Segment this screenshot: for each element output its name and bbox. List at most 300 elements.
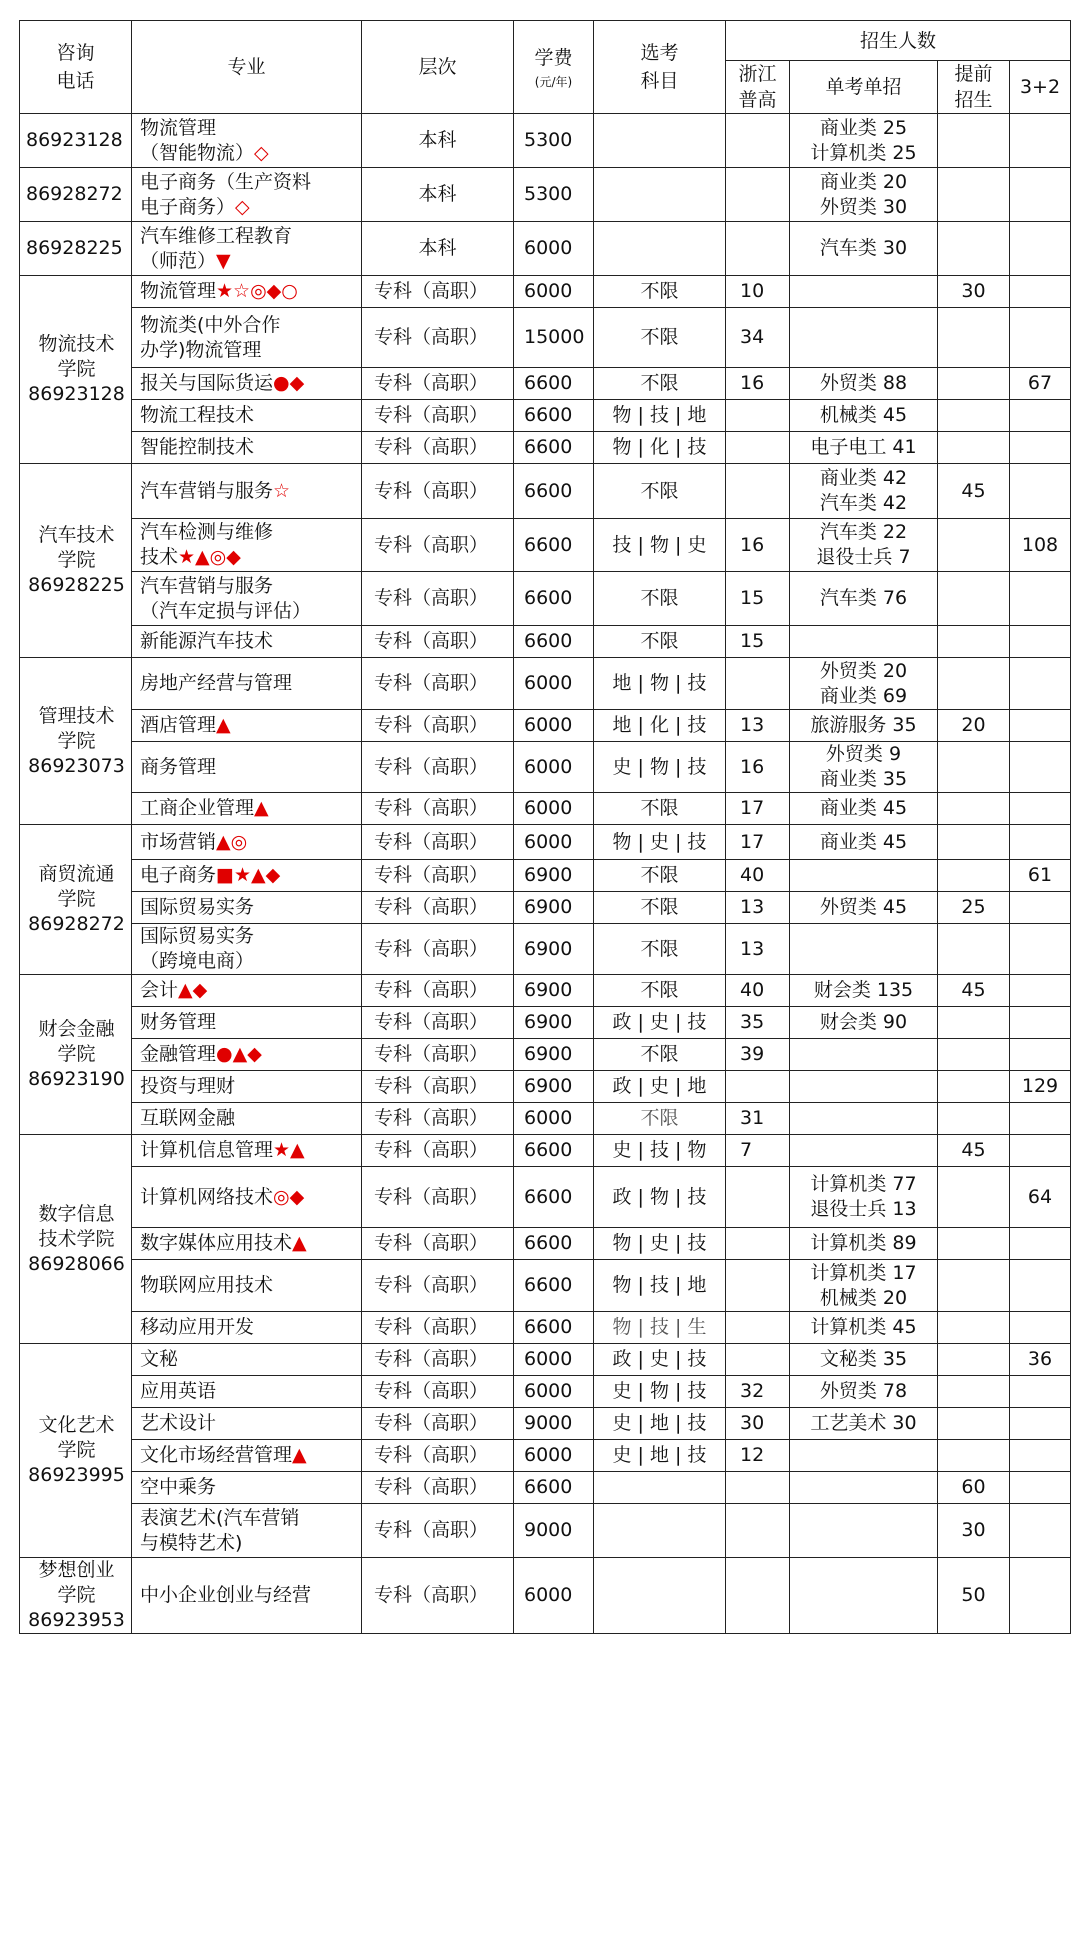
header-tq-text: 提前招生 — [954, 63, 993, 111]
marker-symbols: ●◆ — [273, 372, 305, 394]
subjects-cell: 史 | 物 | 技 — [594, 742, 726, 793]
major-line: 工商企业管理▲ — [140, 797, 269, 819]
header-contact — [20, 21, 132, 114]
dk-quota-cell — [790, 658, 938, 710]
table-row — [20, 1007, 1071, 1039]
table-row — [20, 924, 1071, 975]
marker-symbols: ▲ — [292, 1444, 307, 1466]
contact-line: 86923190 — [28, 1068, 125, 1090]
dk-line: 商业类 45 — [819, 830, 908, 853]
dk-quota-cell — [790, 1472, 938, 1504]
major-line: 表演艺术(汽车营销 — [140, 1506, 300, 1529]
sj-quota-cell — [1010, 1007, 1071, 1039]
subjects-cell: 不限 — [594, 572, 726, 626]
tq-quota-cell: 30 — [938, 1504, 1010, 1558]
zj-quota-cell: 12 — [726, 1440, 790, 1472]
header-contact-text: 咨询电话 — [56, 42, 95, 92]
tq-quota-cell — [938, 1167, 1010, 1228]
tq-quota-cell — [938, 168, 1010, 222]
major-line: 国际贸易实务 — [140, 925, 255, 947]
major-cell — [132, 742, 362, 793]
zj-quota-cell — [726, 1504, 790, 1558]
sj-quota-cell — [1010, 742, 1071, 793]
major-line: 汽车营销与服务 — [140, 574, 274, 597]
header-tq — [938, 61, 1010, 114]
fee-cell: 6000 — [514, 825, 594, 860]
dk-line: 商业类 20 — [819, 170, 908, 193]
contact-line: 梦想创业 — [38, 1559, 115, 1581]
major-cell — [132, 1408, 362, 1440]
subjects-cell: 政 | 史 | 技 — [594, 1007, 726, 1039]
dk-line: 电子电工 41 — [810, 436, 917, 458]
dk-quota-cell — [790, 975, 938, 1007]
dk-quota-cell — [790, 368, 938, 400]
major-cell — [132, 1039, 362, 1071]
major-line: 计算机网络技术◎◆ — [140, 1185, 305, 1208]
fee-cell: 6600 — [514, 1228, 594, 1260]
contact-line: 学院 — [57, 729, 96, 752]
fee-cell: 6900 — [514, 975, 594, 1007]
contact-cell — [20, 658, 132, 825]
fee-cell: 9000 — [514, 1408, 594, 1440]
dk-line: 商业类 42 — [819, 467, 908, 489]
dk-line: 计算机类 17 — [810, 1261, 917, 1284]
fee-cell: 6900 — [514, 860, 594, 892]
dk-line: 商业类 45 — [819, 797, 908, 819]
dk-line: 财会类 135 — [813, 979, 914, 1001]
sj-quota-cell — [1010, 400, 1071, 432]
tq-quota-cell — [938, 860, 1010, 892]
sj-quota-cell — [1010, 1312, 1071, 1344]
major-cell — [132, 1103, 362, 1135]
zj-quota-cell — [726, 400, 790, 432]
sj-quota-cell — [1010, 975, 1071, 1007]
level-cell: 专科（高职） — [362, 1344, 514, 1376]
major-line: 物联网应用技术 — [140, 1274, 274, 1296]
major-cell — [132, 793, 362, 825]
major-line: 智能控制技术 — [140, 436, 255, 458]
tq-quota-cell — [938, 1408, 1010, 1440]
subjects-cell: 物 | 技 | 生 — [594, 1312, 726, 1344]
contact-cell — [20, 114, 132, 168]
sj-quota-cell — [1010, 924, 1071, 975]
tq-quota-cell — [938, 1228, 1010, 1260]
level-cell: 专科（高职） — [362, 308, 514, 368]
zj-quota-cell — [726, 222, 790, 276]
level-cell: 专科（高职） — [362, 860, 514, 892]
major-line: 物流管理 — [140, 116, 217, 139]
major-cell — [132, 368, 362, 400]
fee-cell: 6000 — [514, 222, 594, 276]
major-line: 文化市场经营管理▲ — [140, 1444, 307, 1466]
sj-quota-cell — [1010, 892, 1071, 924]
tq-quota-cell — [938, 742, 1010, 793]
dk-quota-cell — [790, 892, 938, 924]
dk-quota-cell — [790, 742, 938, 793]
sj-quota-cell — [1010, 1408, 1071, 1440]
table-row — [20, 1558, 1071, 1634]
header-sj: 3+2 — [1010, 61, 1071, 114]
tq-quota-cell: 30 — [938, 276, 1010, 308]
dk-line: 汽车类 30 — [819, 237, 908, 259]
major-cell — [132, 1472, 362, 1504]
contact-line: 学院 — [57, 1584, 96, 1606]
subjects-cell: 不限 — [594, 276, 726, 308]
zj-quota-cell — [726, 658, 790, 710]
contact-line: 86928066 — [28, 1252, 125, 1275]
tq-quota-cell — [938, 114, 1010, 168]
contact-cell — [20, 825, 132, 975]
subjects-cell: 不限 — [594, 892, 726, 924]
tq-quota-cell — [938, 825, 1010, 860]
major-line: 电子商务■★▲◆ — [140, 864, 281, 886]
major-cell — [132, 1504, 362, 1558]
marker-symbols: ▲ — [292, 1232, 307, 1254]
tq-quota-cell — [938, 432, 1010, 464]
fee-cell: 6600 — [514, 464, 594, 519]
contact-line: 86928272 — [26, 183, 123, 205]
zj-quota-cell: 16 — [726, 742, 790, 793]
sj-quota-cell — [1010, 1558, 1071, 1634]
header-fee-unit: (元/年) — [534, 75, 573, 89]
dk-quota-cell — [790, 400, 938, 432]
zj-quota-cell — [726, 168, 790, 222]
tq-quota-cell — [938, 1312, 1010, 1344]
sj-quota-cell: 108 — [1010, 519, 1071, 572]
sj-quota-cell — [1010, 793, 1071, 825]
zj-quota-cell: 17 — [726, 825, 790, 860]
dk-quota-cell — [790, 1558, 938, 1634]
fee-cell: 6600 — [514, 1472, 594, 1504]
major-cell — [132, 1228, 362, 1260]
major-cell — [132, 276, 362, 308]
sj-quota-cell — [1010, 464, 1071, 519]
zj-quota-cell: 13 — [726, 892, 790, 924]
tq-quota-cell: 45 — [938, 1135, 1010, 1167]
major-cell — [132, 572, 362, 626]
level-cell: 专科（高职） — [362, 572, 514, 626]
level-cell: 专科（高职） — [362, 1071, 514, 1103]
level-cell: 专科（高职） — [362, 1135, 514, 1167]
major-cell — [132, 860, 362, 892]
header-subjects — [594, 21, 726, 114]
level-cell: 专科（高职） — [362, 892, 514, 924]
marker-symbols: ●▲◆ — [216, 1043, 262, 1065]
table-row — [20, 276, 1071, 308]
fee-cell: 6000 — [514, 658, 594, 710]
dk-quota-cell — [790, 1039, 938, 1071]
zj-quota-cell — [726, 1472, 790, 1504]
sj-quota-cell: 67 — [1010, 368, 1071, 400]
zj-quota-cell — [726, 464, 790, 519]
subjects-cell: 政 | 物 | 技 — [594, 1167, 726, 1228]
major-cell — [132, 222, 362, 276]
tq-quota-cell — [938, 1376, 1010, 1408]
fee-cell: 5300 — [514, 168, 594, 222]
zj-quota-cell — [726, 432, 790, 464]
contact-line: 财会金融 — [38, 1018, 115, 1040]
major-line: 数字媒体应用技术▲ — [140, 1232, 307, 1254]
tq-quota-cell — [938, 1344, 1010, 1376]
dk-quota-cell — [790, 1228, 938, 1260]
table-row — [20, 1135, 1071, 1167]
subjects-cell — [594, 114, 726, 168]
major-cell — [132, 710, 362, 742]
marker-symbols: ★▲◎◆ — [178, 546, 241, 568]
major-line: 中小企业创业与经营 — [140, 1584, 312, 1606]
level-cell: 专科（高职） — [362, 1007, 514, 1039]
contact-cell — [20, 222, 132, 276]
fee-cell: 6000 — [514, 793, 594, 825]
header-zj — [726, 61, 790, 114]
level-cell: 专科（高职） — [362, 1103, 514, 1135]
level-cell: 本科 — [362, 168, 514, 222]
sj-quota-cell — [1010, 1039, 1071, 1071]
table-row — [20, 1440, 1071, 1472]
level-cell: 本科 — [362, 114, 514, 168]
fee-cell: 6600 — [514, 1260, 594, 1312]
major-line: （汽车定损与评估） — [140, 599, 312, 622]
contact-line: 86923953 — [28, 1609, 125, 1631]
subjects-cell: 物 | 技 | 地 — [594, 400, 726, 432]
fee-cell: 6600 — [514, 400, 594, 432]
contact-line: 技术学院 — [38, 1227, 115, 1250]
table-row — [20, 519, 1071, 572]
sj-quota-cell: 61 — [1010, 860, 1071, 892]
subjects-cell: 不限 — [594, 860, 726, 892]
dk-line: 退役士兵 7 — [816, 546, 911, 568]
tq-quota-cell: 45 — [938, 975, 1010, 1007]
table-row — [20, 114, 1071, 168]
sj-quota-cell — [1010, 1228, 1071, 1260]
sj-quota-cell — [1010, 658, 1071, 710]
table-row — [20, 308, 1071, 368]
sj-quota-cell: 36 — [1010, 1344, 1071, 1376]
major-line: 汽车检测与维修 — [140, 521, 274, 543]
table-row — [20, 793, 1071, 825]
major-line: 艺术设计 — [140, 1412, 217, 1434]
dk-quota-cell — [790, 860, 938, 892]
tq-quota-cell: 25 — [938, 892, 1010, 924]
fee-cell: 6600 — [514, 1135, 594, 1167]
sj-quota-cell — [1010, 572, 1071, 626]
zj-quota-cell: 30 — [726, 1408, 790, 1440]
contact-line: 物流技术 — [38, 333, 115, 355]
major-cell — [132, 114, 362, 168]
zj-quota-cell: 15 — [726, 572, 790, 626]
dk-line: 外贸类 30 — [819, 195, 908, 218]
table-row — [20, 1312, 1071, 1344]
header-zj-text: 浙江普高 — [738, 63, 777, 111]
contact-line: 86923073 — [28, 754, 125, 777]
dk-quota-cell — [790, 1344, 938, 1376]
header-fee-text: 学费 — [534, 47, 573, 69]
fee-cell: 6600 — [514, 432, 594, 464]
sj-quota-cell: 64 — [1010, 1167, 1071, 1228]
major-line: 办学)物流管理 — [140, 338, 262, 361]
enrollment-table — [19, 20, 1071, 1634]
level-cell: 专科（高职） — [362, 658, 514, 710]
zj-quota-cell — [726, 1344, 790, 1376]
dk-line: 外贸类 88 — [819, 372, 908, 394]
zj-quota-cell: 31 — [726, 1103, 790, 1135]
major-line: 投资与理财 — [140, 1075, 236, 1097]
dk-quota-cell — [790, 793, 938, 825]
major-line: 商务管理 — [140, 755, 217, 778]
contact-line: 86923128 — [26, 129, 123, 151]
tq-quota-cell: 60 — [938, 1472, 1010, 1504]
header-fee — [514, 21, 594, 114]
dk-quota-cell — [790, 1504, 938, 1558]
marker-symbols: ■★▲◆ — [216, 864, 281, 886]
fee-cell: 15000 — [514, 308, 594, 368]
major-cell — [132, 1167, 362, 1228]
sj-quota-cell — [1010, 308, 1071, 368]
dk-quota-cell — [790, 572, 938, 626]
zj-quota-cell: 16 — [726, 519, 790, 572]
level-cell: 专科（高职） — [362, 1039, 514, 1071]
tq-quota-cell — [938, 1260, 1010, 1312]
tq-quota-cell — [938, 222, 1010, 276]
table-row — [20, 1472, 1071, 1504]
zj-quota-cell: 13 — [726, 710, 790, 742]
dk-quota-cell — [790, 626, 938, 658]
tq-quota-cell — [938, 308, 1010, 368]
major-cell — [132, 1007, 362, 1039]
header-subjects-text: 选考科目 — [640, 42, 679, 92]
sj-quota-cell — [1010, 1472, 1071, 1504]
major-cell — [132, 1135, 362, 1167]
major-line: 物流类(中外合作 — [140, 313, 281, 336]
major-line: 国际贸易实务 — [140, 896, 255, 918]
dk-line: 退役士兵 13 — [810, 1198, 917, 1220]
level-cell: 专科（高职） — [362, 1376, 514, 1408]
major-cell — [132, 1260, 362, 1312]
subjects-cell: 不限 — [594, 308, 726, 368]
major-cell — [132, 1558, 362, 1634]
dk-quota-cell — [790, 1103, 938, 1135]
major-line: 财务管理 — [140, 1011, 217, 1033]
table-row — [20, 1167, 1071, 1228]
header-major: 专业 — [132, 21, 362, 114]
fee-cell: 6600 — [514, 368, 594, 400]
sj-quota-cell — [1010, 1103, 1071, 1135]
tq-quota-cell: 20 — [938, 710, 1010, 742]
level-cell: 专科（高职） — [362, 975, 514, 1007]
subjects-cell: 不限 — [594, 626, 726, 658]
dk-quota-cell — [790, 276, 938, 308]
major-cell — [132, 464, 362, 519]
zj-quota-cell — [726, 1260, 790, 1312]
zj-quota-cell: 34 — [726, 308, 790, 368]
table-row — [20, 626, 1071, 658]
dk-quota-cell — [790, 168, 938, 222]
major-line: 文秘 — [140, 1348, 179, 1370]
level-cell: 专科（高职） — [362, 400, 514, 432]
zj-quota-cell — [726, 1558, 790, 1634]
contact-line: 学院 — [57, 1043, 96, 1065]
subjects-cell: 政 | 史 | 技 — [594, 1344, 726, 1376]
fee-cell: 6000 — [514, 710, 594, 742]
dk-quota-cell — [790, 1376, 938, 1408]
dk-line: 计算机类 25 — [810, 141, 917, 164]
contact-cell — [20, 1344, 132, 1558]
major-cell — [132, 519, 362, 572]
sj-quota-cell — [1010, 1260, 1071, 1312]
table-row — [20, 975, 1071, 1007]
table-row — [20, 658, 1071, 710]
zj-quota-cell: 17 — [726, 793, 790, 825]
dk-quota-cell — [790, 519, 938, 572]
dk-quota-cell — [790, 1167, 938, 1228]
dk-line: 商业类 69 — [819, 684, 908, 707]
marker-symbols: ★▲ — [273, 1139, 305, 1161]
level-cell: 专科（高职） — [362, 1558, 514, 1634]
table-row — [20, 1504, 1071, 1558]
table-row — [20, 860, 1071, 892]
subjects-cell: 地 | 物 | 技 — [594, 658, 726, 710]
major-line: 计算机信息管理★▲ — [140, 1139, 305, 1161]
zj-quota-cell: 39 — [726, 1039, 790, 1071]
major-line: （跨境电商） — [140, 950, 255, 972]
contact-line: 数字信息 — [38, 1202, 115, 1225]
sj-quota-cell: 129 — [1010, 1071, 1071, 1103]
tq-quota-cell — [938, 1039, 1010, 1071]
subjects-cell: 物 | 史 | 技 — [594, 1228, 726, 1260]
header-level: 层次 — [362, 21, 514, 114]
header-dk: 单考单招 — [790, 61, 938, 114]
dk-line: 旅游服务 35 — [810, 714, 917, 736]
contact-line: 86923128 — [28, 383, 125, 405]
level-cell: 本科 — [362, 222, 514, 276]
dk-line: 财会类 90 — [819, 1011, 908, 1033]
zj-quota-cell — [726, 1167, 790, 1228]
table-row — [20, 400, 1071, 432]
marker-symbols: ▲◎ — [216, 830, 248, 853]
fee-cell: 6000 — [514, 742, 594, 793]
major-line: 应用英语 — [140, 1380, 217, 1402]
fee-cell: 6600 — [514, 519, 594, 572]
major-line: 技术★▲◎◆ — [140, 546, 241, 568]
zj-quota-cell: 40 — [726, 975, 790, 1007]
sj-quota-cell — [1010, 222, 1071, 276]
enrollment-table-container — [19, 20, 1071, 1634]
zj-quota-cell: 32 — [726, 1376, 790, 1408]
tq-quota-cell — [938, 400, 1010, 432]
level-cell: 专科（高职） — [362, 368, 514, 400]
major-cell — [132, 308, 362, 368]
dk-line: 商业类 35 — [819, 768, 908, 790]
contact-line: 86928225 — [26, 237, 123, 259]
zj-quota-cell — [726, 1228, 790, 1260]
dk-line: 商业类 25 — [819, 116, 908, 139]
dk-line: 机械类 20 — [819, 1286, 908, 1309]
table-row — [20, 1228, 1071, 1260]
major-line: （师范）▼ — [140, 249, 231, 272]
subjects-cell: 史 | 物 | 技 — [594, 1376, 726, 1408]
subjects-cell: 史 | 技 | 物 — [594, 1135, 726, 1167]
tq-quota-cell — [938, 1007, 1010, 1039]
subjects-cell: 不限 — [594, 1039, 726, 1071]
level-cell: 专科（高职） — [362, 1440, 514, 1472]
fee-cell: 6900 — [514, 892, 594, 924]
table-row — [20, 572, 1071, 626]
level-cell: 专科（高职） — [362, 793, 514, 825]
table-row — [20, 710, 1071, 742]
subjects-cell: 史 | 地 | 技 — [594, 1440, 726, 1472]
fee-cell: 6600 — [514, 1312, 594, 1344]
table-row — [20, 825, 1071, 860]
